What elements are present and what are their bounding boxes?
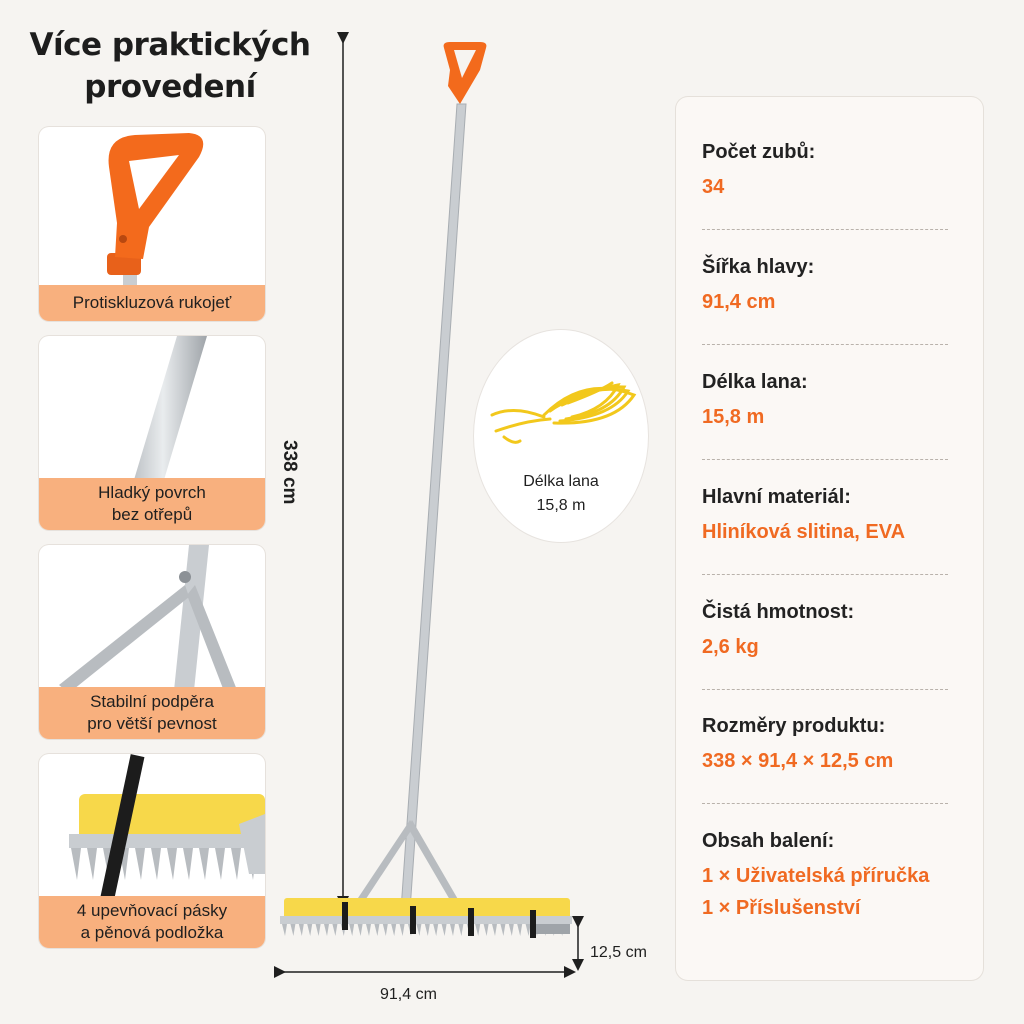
rake-tooth: [151, 848, 161, 880]
divider: [702, 459, 948, 460]
rope-label-title: Délka lana: [523, 473, 599, 490]
rake-tooth: [450, 924, 455, 936]
feature-label: Stabilní podpěra pro větší pevnost: [39, 687, 265, 739]
rake-tooth: [167, 848, 177, 880]
rake-tooth: [484, 924, 489, 936]
rake-tooth: [299, 924, 304, 936]
rake-tooth: [391, 924, 396, 936]
rake-tooth: [374, 924, 379, 936]
rake-tooth: [199, 848, 209, 880]
rake-tooth: [290, 924, 295, 936]
rake-tooth: [231, 848, 241, 880]
divider: [702, 803, 948, 804]
rake-tooth: [366, 924, 371, 936]
rake-tooth: [307, 924, 312, 936]
rake-tooth: [383, 924, 388, 936]
divider: [702, 689, 948, 690]
feature-card-brace: [39, 545, 265, 739]
feature-card-handle: [39, 127, 265, 321]
rope-label-value: 15,8 m: [536, 497, 586, 514]
rake-tooth: [71, 848, 81, 880]
pole: [401, 104, 466, 910]
feature-card-pole: [39, 336, 265, 530]
feature-label: Hladký povrch bez otřepů: [39, 478, 265, 530]
feature-label: Protiskluzová rukojeť: [39, 285, 265, 321]
spec-dimensions: Rozměry produktu: 338 × 91,4 × 12,5 cm: [702, 715, 894, 772]
rake-tooth: [324, 924, 329, 936]
height-label: 338 cm: [279, 440, 300, 505]
spec-rope-length: Délka lana: 15,8 m: [702, 371, 808, 428]
spec-panel: [676, 97, 983, 980]
rake-tooth: [509, 924, 514, 936]
title-line-2: provedení: [84, 69, 256, 105]
spec-package-contents: Obsah balení: 1 × Uživatelská příručka 1 × Příslušenství: [702, 830, 930, 919]
feature-label: 4 upevňovací pásky a pěnová podložka: [39, 896, 265, 948]
rake-tooth: [458, 924, 463, 936]
rake-tooth: [492, 924, 497, 936]
rake-tooth: [425, 924, 430, 936]
rake-tooth: [400, 924, 405, 936]
rake-tooth: [215, 848, 225, 880]
rake-tooth: [316, 924, 321, 936]
rake-tooth: [475, 924, 480, 936]
depth-label: 12,5 cm: [590, 944, 647, 961]
rake-tooth: [358, 924, 363, 936]
spec-main-material: Hlavní materiál: Hliníková slitina, EVA: [702, 486, 906, 543]
rake-tooth: [517, 924, 522, 936]
rope-icon: [484, 365, 644, 455]
width-label: 91,4 cm: [380, 986, 437, 1003]
rake-tooth: [442, 924, 447, 936]
title-line-1: Více praktických: [29, 27, 311, 63]
rake-tooth: [526, 924, 531, 936]
rake-tooth: [87, 848, 97, 880]
rake-tooth: [433, 924, 438, 936]
rake-tooth: [416, 924, 421, 936]
divider: [702, 344, 948, 345]
divider: [702, 574, 948, 575]
feature-card-rake-head: [39, 754, 265, 948]
rake-tooth: [332, 924, 337, 936]
rake-tooth: [349, 924, 354, 936]
rope-callout: [474, 330, 648, 542]
rake-tooth: [500, 924, 505, 936]
spec-head-width: Šířka hlavy: 91,4 cm: [702, 256, 815, 313]
rake-tooth: [135, 848, 145, 880]
rake-tooth: [282, 924, 287, 936]
divider: [702, 229, 948, 230]
spec-teeth-count: Počet zubů: 34: [702, 141, 816, 198]
spec-net-weight: Čistá hmotnost: 2,6 kg: [702, 601, 855, 658]
rake-tooth: [183, 848, 193, 880]
